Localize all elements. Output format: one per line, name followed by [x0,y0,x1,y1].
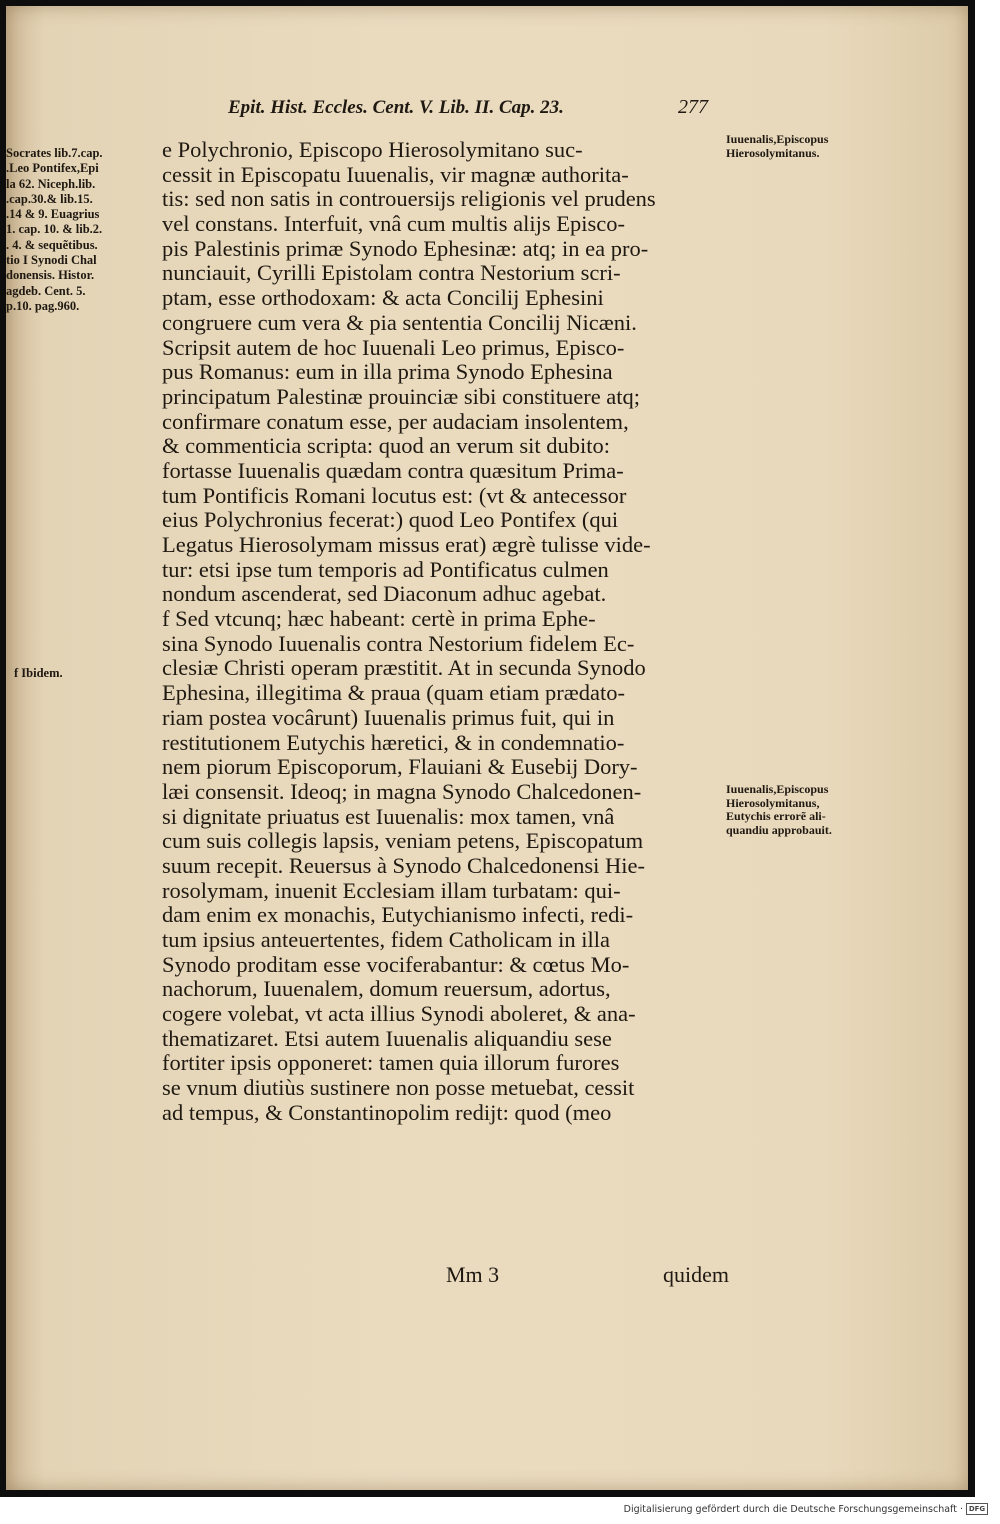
text-line: nem piorum Episcoporum, Flauiani & Eusebij Dory- [162,754,638,780]
text-line: e Polychronio, Episcopo Hierosolymitano suc- [162,137,583,162]
text-line: pis Palestinis primæ Synodo Ephesinæ: atq; in ea pro- [162,235,649,261]
text-line: congruere cum vera & pia sententia Concilij Nicæni. [162,309,637,335]
text-line: thematizaret. Etsi autem Iuuenalis aliquandiu sese [162,1025,612,1051]
marginal-note-line: agdeb. Cent. 5. [6,283,86,298]
marginal-note-line: Socrates lib.7.cap. [6,146,103,160]
marginal-note-line: .14 & 9. Euagrius [6,207,100,222]
signature-line [446,1262,729,1288]
text-line: principatum Palestinæ prouinciæ sibi constituere atq; [162,383,641,409]
text-line: Ephesina, illegitima & praua (quam etiam prædato- [162,680,625,706]
text-line: vel constans. Interfuit, vnâ cum multis alijs Episco- [162,211,626,237]
marginalia-left-ibidem: f Ibidem. [14,666,63,680]
marginal-note-line: la 62. Niceph.lib. [6,176,96,191]
marginal-note-line: Iuuenalis,Episcopus [726,782,829,796]
marginal-note-line: tio I Synodi Chal [6,253,97,268]
text-line: cum suis collegis lapsis, veniam petens, Episcopatum [162,828,644,854]
text-line: tis: sed non satis in controuersijs religionis vel prudens [162,186,656,212]
marginal-note-line: . 4. & sequẽtibus. [6,237,98,252]
text-line: tum Pontificis Romani locutus est: (vt & antecessor [162,482,627,508]
text-line: fortiter ipsis opponeret: tamen quia illorum furores [162,1050,620,1076]
book-page [6,6,968,1490]
signature-mark: Mm 3 [446,1262,500,1287]
text-line: pus Romanus: eum in illa prima Synodo Ephesina [162,359,613,385]
text-line: cogere volebat, vt acta illius Synodi aboleret, & ana- [162,1001,636,1027]
text-line: sina Synodo Iuuenalis contra Nestorium fidelem Ec- [162,630,635,656]
text-line: fortasse Iuuenalis quædam contra quæsitum Prima- [162,457,624,483]
text-line: f Sed vtcunq; hæc habeant: certè in prima Ephe- [162,606,596,632]
marginal-note-line: Hierosolymitanus. [726,145,820,160]
text-line: Synodo proditam esse vociferabantur: & cœtus Mo- [162,951,630,977]
marginal-note-line: .cap.30.& lib.15. [6,191,93,206]
footer-text: Digitalisierung gefördert durch die Deutsche Forschungsgemeinschaft · [623,1503,963,1515]
text-line: eius Polychronius fecerat:) quod Leo Pontifex (qui [162,507,619,533]
text-line: cessit in Episcopatu Iuuenalis, vir magnæ authorita- [162,161,629,187]
running-head-title: Epit. Hist. Eccles. Cent. V. Lib. II. Cap. 23. [228,97,564,118]
text-line: læi consensit. Ideoq; in magna Synodo Chalcedonen- [162,778,642,804]
marginalia-right-iuuenalis-1 [726,133,886,160]
text-line: suum recepit. Reuersus à Synodo Chalcedonensi Hie- [162,852,646,878]
dfg-logo-icon: DFG [966,1503,988,1515]
text-line: ptam, esse orthodoxam: & acta Concilij Ephesini [162,285,604,311]
text-line: nondum ascenderat, sed Diaconum adhuc agebat. [162,581,607,607]
catchword: quidem [663,1262,729,1287]
text-line: Scripsit autem de hoc Iuuenali Leo primus, Episco- [162,334,625,360]
marginal-note-line: donensis. Histor. [6,268,95,283]
text-line: se vnum diutiùs sustinere non posse metuebat, cessit [162,1075,635,1101]
marginal-note-line: quandiu approbauit. [726,822,832,837]
text-line: tum ipsius anteuertentes, fidem Catholicam in illa [162,927,611,952]
text-line: confirmare conatum esse, per audaciam insolentem, [162,408,629,434]
footer-credit [624,1503,988,1515]
text-line: clesiæ Christi operam præstitit. At in secunda Synodo [162,655,646,681]
text-line: si dignitate priuatus est Iuuenalis: mox tamen, vnâ [162,803,615,829]
text-line: dam enim ex monachis, Eutychianismo infecti, redi- [162,902,634,928]
marginalia-right-iuuenalis-2 [726,783,886,837]
text-line: nunciauit, Cyrilli Epistolam contra Nestorium scri- [162,260,621,286]
marginal-note-line: .Leo Pontifex,Epi [6,161,99,176]
marginal-note-line: 1. cap. 10. & lib.2. [6,222,103,237]
marginal-note-line: p.10. pag.960. [6,298,80,313]
text-line: Legatus Hierosolymam missus erat) ægrè tulisse vide- [162,532,651,557]
text-line: nachorum, Iuuenalem, domum reuersum, adortus, [162,976,611,1002]
text-line: riam postea vocârunt) Iuuenalis primus fuit, qui in [162,704,615,730]
page-number: 277 [678,96,708,118]
marginal-note-line: Hierosolymitanus, [726,795,820,810]
text-line: ad tempus, & Constantinopolim redijt: quod (meo [162,1099,612,1125]
text-line: tur: etsi ipse tum temporis ad Pontificatus culmen [162,556,609,582]
marginal-note-line: Eutychis errorẽ ali- [726,809,826,824]
text-line: restitutionem Eutychis hæretici, & in condemnatio- [162,729,625,755]
running-head [228,96,708,119]
marginalia-left-references [6,146,156,314]
text-line: & commenticia scripta: quod an verum sit dubito: [162,433,611,459]
marginal-note-line: Iuuenalis,Episcopus [726,132,829,146]
text-line: rosolymam, inuenit Ecclesiam illam turbatam: qui- [162,877,621,903]
main-text-block [162,138,727,1126]
